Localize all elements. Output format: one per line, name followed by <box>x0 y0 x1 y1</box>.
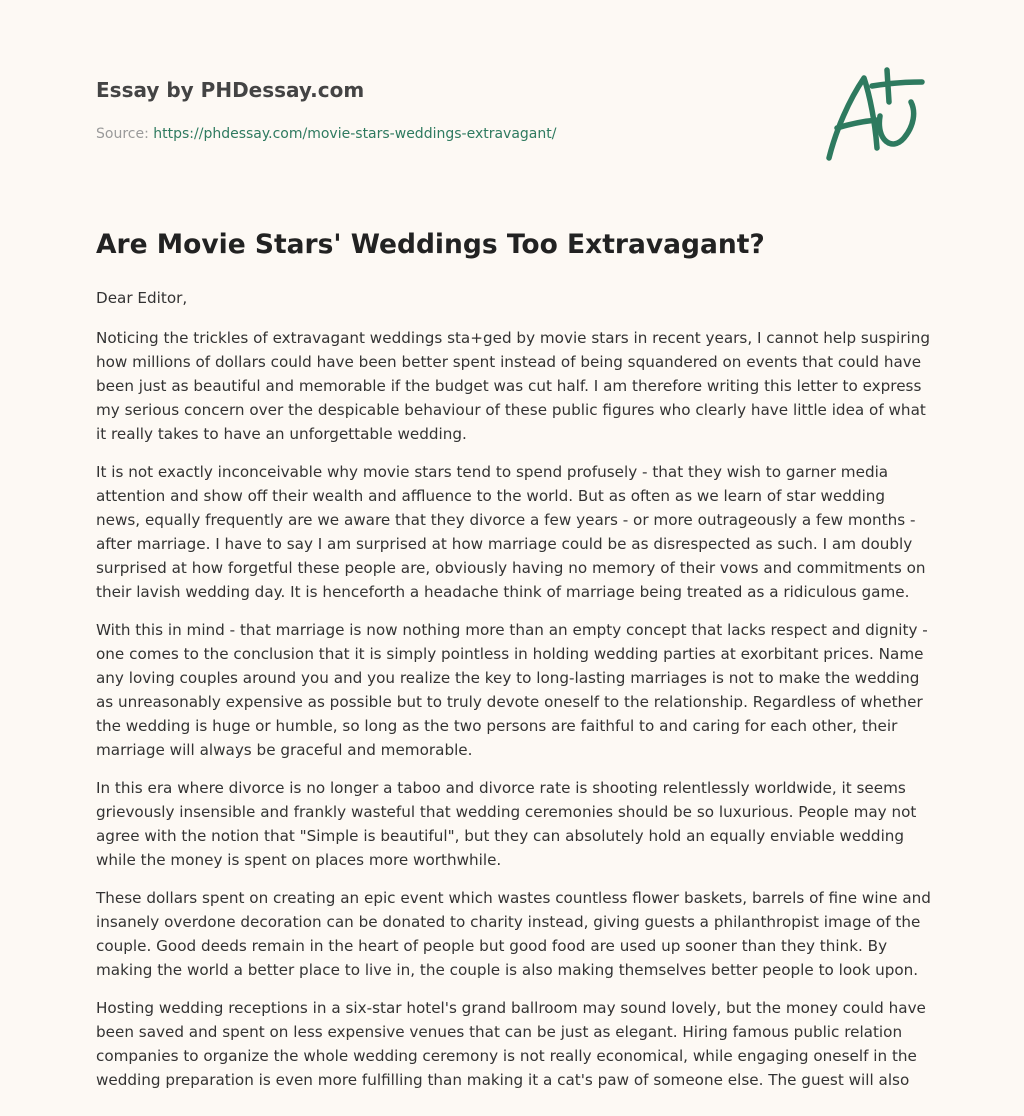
source-label: Source: <box>96 126 154 142</box>
essay-paragraph: Noticing the trickles of extravagant weddings sta+ged by movie stars in recent years, I cannot help suspiring how millions of dollars could have been better spent instead of being squandered on events that could have been just as beautiful and memorable if the budget was cut half. I am therefore writing this letter to express my serious concern over the despicable behaviour of these public figures who clearly have little idea of what it really takes to have an unforgettable wedding. <box>96 329 930 443</box>
source-line <box>96 124 796 144</box>
essay-paragraph: With this in mind - that marriage is now nothing more than an empty concept that lacks respect and dignity - one comes to the conclusion that it is simply pointless in holding wedding parties at exorbitant prices. Name any loving couples around you and you realize the key to long-lasting marriages is not to make the wedding as unreasonably expensive as possible but to truly devote oneself to the relationship. Regardless of whether the wedding is huge or humble, so long as the two persons are faithful to and caring for each other, their marriage will always be graceful and memorable. <box>96 621 928 759</box>
site-title: Essay by PHDessay.com <box>96 78 365 102</box>
source-link[interactable]: https://phdessay.com/movie-stars-weddings-extravagant/ <box>153 126 557 142</box>
swoosh-stroke <box>879 102 913 144</box>
a-plus-logo-svg <box>820 66 930 166</box>
essay-paragraph: Hosting wedding receptions in a six-star hotel's grand ballroom may sound lovely, but the money could have been saved and spent on less expensive venues that can be just as elegant. Hiring famous public relation companies to organize the whole wedding ceremony is not really economical, while engaging oneself in the wedding preparation is even more fulfilling than making it a cat's paw of someone else. The guest will also <box>96 999 926 1089</box>
a-letter-stroke <box>829 78 877 158</box>
essay-paragraph: These dollars spent on creating an epic event which wastes countless flower baskets, barrels of fine wine and insanely overdone decoration can be donated to charity instead, giving guests a philanthropist image of the couple. Good deeds remain in the heart of people but good food are used up sooner than they think. By making the world a better place to live in, the couple is also making themselves better people to look upon. <box>96 889 931 979</box>
essay-paragraph: In this era where divorce is no longer a taboo and divorce rate is shooting relentlessly worldwide, it seems grievously insensible and frankly wasteful that wedding ceremonies should be so luxurious. People may not agree with the notion that "Simple is beautiful", but they can absolutely hold an equally enviable wedding while the money is spent on places more worthwhile. <box>96 779 917 869</box>
plus-horizontal-stroke <box>872 82 922 86</box>
essay-paragraph: It is not exactly inconceivable why movie stars tend to spend profusely - that they wish to garner media attention and show off their wealth and affluence to the world. But as often as we learn of star wedding news, equally frequently are we aware that they divorce a few years - or more outrageously a few months - after marriage. I have to say I am surprised at how marriage could be as disrespected as such. I am doubly surprised at how forgetful these people are, obviously having no memory of their vows and commitments on their lavish wedding day. It is henceforth a headache think of marriage being treated as a ridiculous game. <box>96 463 926 601</box>
essay-body <box>96 286 932 1106</box>
page-header <box>96 76 796 144</box>
a-plus-icon <box>820 66 930 166</box>
salutation: Dear Editor, <box>96 289 188 307</box>
essay-title: Are Movie Stars' Weddings Too Extravagant? <box>96 229 765 260</box>
